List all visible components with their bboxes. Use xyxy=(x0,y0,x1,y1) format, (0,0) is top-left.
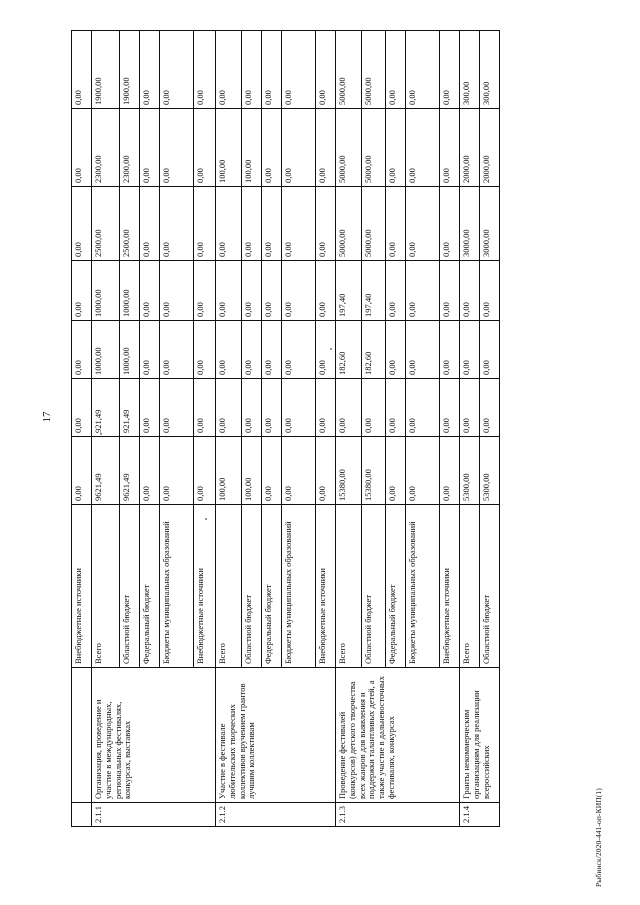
amount-cell: 5000,00 xyxy=(336,187,362,261)
funding-source-cell: Всего xyxy=(216,505,242,668)
amount-cell: 1900,00 xyxy=(120,31,140,109)
amount-cell: 0,00 xyxy=(216,261,242,321)
amount-cell: 0,00 xyxy=(194,31,216,109)
table-row xyxy=(336,31,362,827)
amount-cell: 0,00 xyxy=(262,187,282,261)
funding-source-cell: Всего xyxy=(460,505,480,668)
amount-cell: 0,00 xyxy=(282,437,316,505)
amount-cell: 1000,00 xyxy=(120,321,140,379)
amount-cell: 0,00 xyxy=(194,109,216,187)
budget-table xyxy=(71,30,500,827)
amount-cell: 0,00 xyxy=(316,109,336,187)
amount-cell: 2500,00 xyxy=(92,187,120,261)
amount-cell: 0,00 xyxy=(440,31,460,109)
amount-cell: 5300,00 xyxy=(460,437,480,505)
table-row xyxy=(72,31,92,827)
funding-source-cell: Бюджеты муниципальных образований xyxy=(282,505,316,668)
funding-source-cell: Федеральный бюджет xyxy=(262,505,282,668)
amount-cell: 0,00 xyxy=(386,109,406,187)
amount-cell: 0,00 xyxy=(480,321,500,379)
amount-cell: 0,00 xyxy=(140,109,160,187)
amount-cell: 100,00 xyxy=(242,437,262,505)
amount-cell: 0,00 xyxy=(262,261,282,321)
table-row xyxy=(92,31,120,827)
amount-cell: 0,00 xyxy=(460,321,480,379)
amount-cell: 0,00 xyxy=(386,437,406,505)
amount-cell: 0,00 xyxy=(316,321,336,379)
amount-cell: 0,00 xyxy=(282,321,316,379)
amount-cell: 0,00 xyxy=(480,261,500,321)
amount-cell: 0,00 xyxy=(140,31,160,109)
item-number-cell: 2.1.1 xyxy=(92,803,216,827)
amount-cell: 2500,00 xyxy=(120,187,140,261)
amount-cell: 0,00 xyxy=(72,437,92,505)
amount-cell: 1000,00 xyxy=(92,261,120,321)
amount-cell: 0,00 xyxy=(336,379,362,437)
amount-cell: 100,00 xyxy=(216,437,242,505)
amount-cell: 0,00 xyxy=(440,379,460,437)
amount-cell: 0,00 xyxy=(262,31,282,109)
amount-cell: 0,00 xyxy=(140,187,160,261)
funding-source-cell: Областной бюджет xyxy=(242,505,262,668)
amount-cell: 15380,00 xyxy=(362,437,386,505)
amount-cell: 0,00 xyxy=(386,31,406,109)
amount-cell: 0,00 xyxy=(386,321,406,379)
amount-cell: 1000,00 xyxy=(120,261,140,321)
amount-cell: 0,00 xyxy=(216,31,242,109)
amount-cell: 0,00 xyxy=(406,321,440,379)
amount-cell: 0,00 xyxy=(282,261,316,321)
amount-cell: 0,00 xyxy=(140,379,160,437)
amount-cell: 0,00 xyxy=(460,261,480,321)
amount-cell: 0,00 xyxy=(140,437,160,505)
amount-cell: 0,00 xyxy=(316,379,336,437)
amount-cell: 0,00 xyxy=(316,187,336,261)
item-description-cell xyxy=(72,668,92,803)
amount-cell: 5000,00 xyxy=(362,187,386,261)
amount-cell: 0,00 xyxy=(72,321,92,379)
amount-cell: 9621,49 xyxy=(92,437,120,505)
amount-cell: 0,00 xyxy=(480,379,500,437)
amount-cell: 0,00 xyxy=(282,31,316,109)
funding-source-cell: Внебюджетные источники xyxy=(316,505,336,668)
amount-cell: 0,00 xyxy=(440,109,460,187)
scan-dot xyxy=(205,518,207,520)
amount-cell: 5000,00 xyxy=(336,31,362,109)
amount-cell: 0,00 xyxy=(194,379,216,437)
amount-cell: 0,00 xyxy=(72,261,92,321)
item-number-cell: 2.1.4 xyxy=(460,803,500,827)
amount-cell: 0,00 xyxy=(72,31,92,109)
scan-dot xyxy=(100,433,102,435)
amount-cell: 0,00 xyxy=(440,261,460,321)
amount-cell: 0,00 xyxy=(160,379,194,437)
amount-cell: 0,00 xyxy=(282,379,316,437)
amount-cell: 0,00 xyxy=(440,187,460,261)
amount-cell: 2300,00 xyxy=(120,109,140,187)
amount-cell: 0,00 xyxy=(194,187,216,261)
amount-cell: 0,00 xyxy=(160,109,194,187)
amount-cell: 197,40 xyxy=(336,261,362,321)
amount-cell: 0,00 xyxy=(316,437,336,505)
amount-cell: 0,00 xyxy=(194,321,216,379)
amount-cell: 0,00 xyxy=(406,437,440,505)
amount-cell: 0,00 xyxy=(216,321,242,379)
document-code: Рыбинск/2020-441-оп-КИП(1) xyxy=(594,788,603,887)
amount-cell: 0,00 xyxy=(262,379,282,437)
item-number-cell: 2.1.2 xyxy=(216,803,336,827)
funding-source-cell: Внебюджетные источники xyxy=(194,505,216,668)
amount-cell: 0,00 xyxy=(242,261,262,321)
amount-cell: 5000,00 xyxy=(336,109,362,187)
funding-source-cell: Областной бюджет xyxy=(362,505,386,668)
amount-cell: 15380,00 xyxy=(336,437,362,505)
page-number: 17 xyxy=(41,411,53,423)
amount-cell: 0,00 xyxy=(440,321,460,379)
amount-cell: 0,00 xyxy=(160,321,194,379)
amount-cell: 0,00 xyxy=(262,321,282,379)
amount-cell: 0,00 xyxy=(406,31,440,109)
amount-cell: 9621,49 xyxy=(120,437,140,505)
amount-cell: 0,00 xyxy=(160,31,194,109)
amount-cell: 2300,00 xyxy=(92,109,120,187)
amount-cell: 5300,00 xyxy=(480,437,500,505)
funding-source-cell: Всего xyxy=(336,505,362,668)
amount-cell: 0,00 xyxy=(282,109,316,187)
amount-cell: 0,00 xyxy=(216,187,242,261)
amount-cell: 300,00 xyxy=(480,31,500,109)
amount-cell: 1000,00 xyxy=(92,321,120,379)
scan-dot xyxy=(330,348,332,350)
amount-cell: 0,00 xyxy=(194,437,216,505)
amount-cell: 0,00 xyxy=(386,261,406,321)
amount-cell: 0,00 xyxy=(242,321,262,379)
amount-cell: 2000,00 xyxy=(460,109,480,187)
amount-cell: 100,00 xyxy=(216,109,242,187)
amount-cell: 3000,00 xyxy=(460,187,480,261)
item-number-cell: 2.1.3 xyxy=(336,803,460,827)
amount-cell: 0,00 xyxy=(406,261,440,321)
funding-source-cell: Федеральный бюджет xyxy=(140,505,160,668)
amount-cell: 0,00 xyxy=(406,187,440,261)
amount-cell: 0,00 xyxy=(386,379,406,437)
funding-source-cell: Областной бюджет xyxy=(120,505,140,668)
amount-cell: 0,00 xyxy=(216,379,242,437)
amount-cell: 2000,00 xyxy=(480,109,500,187)
item-description-cell: Гранты некоммерческим организациям для реализации всероссийских xyxy=(460,668,500,803)
amount-cell: 921,49 xyxy=(120,379,140,437)
amount-cell: 0,00 xyxy=(72,379,92,437)
amount-cell: 0,00 xyxy=(160,437,194,505)
funding-source-cell: Федеральный бюджет xyxy=(386,505,406,668)
amount-cell: 0,00 xyxy=(262,437,282,505)
item-description-cell: Проведение фестивалей (конкурсов) детского творчества всех жанров для выявления и поддержки талантливых детей, а также участие в дальневосточных фестивалях, конкурсах xyxy=(336,668,460,803)
amount-cell: 0,00 xyxy=(242,31,262,109)
amount-cell: 0,00 xyxy=(140,321,160,379)
amount-cell: 0,00 xyxy=(406,379,440,437)
funding-source-cell: Всего xyxy=(92,505,120,668)
amount-cell: 0,00 xyxy=(242,187,262,261)
amount-cell: 0,00 xyxy=(316,261,336,321)
table-row xyxy=(216,31,242,827)
funding-source-cell: Внебюджетные источники xyxy=(72,505,92,668)
amount-cell: 921,49 xyxy=(92,379,120,437)
amount-cell: 0,00 xyxy=(460,379,480,437)
amount-cell: 0,00 xyxy=(282,187,316,261)
amount-cell: 5000,00 xyxy=(362,31,386,109)
amount-cell: 300,00 xyxy=(460,31,480,109)
amount-cell: 0,00 xyxy=(72,187,92,261)
amount-cell: 0,00 xyxy=(72,109,92,187)
amount-cell: 0,00 xyxy=(386,187,406,261)
amount-cell: 0,00 xyxy=(406,109,440,187)
funding-source-cell: Областной бюджет xyxy=(480,505,500,668)
amount-cell: 0,00 xyxy=(160,261,194,321)
amount-cell: 0,00 xyxy=(194,261,216,321)
funding-source-cell: Внебюджетные источники xyxy=(440,505,460,668)
amount-cell: 100,00 xyxy=(242,109,262,187)
amount-cell: 1900,00 xyxy=(92,31,120,109)
amount-cell: 0,00 xyxy=(362,379,386,437)
amount-cell: 0,00 xyxy=(440,437,460,505)
item-description-cell: Участие в фестивале любительских творческих коллективов вручением грантов лучшим коллективам xyxy=(216,668,336,803)
amount-cell: 197,40 xyxy=(362,261,386,321)
amount-cell: 5000,00 xyxy=(362,109,386,187)
item-number-cell xyxy=(72,803,92,827)
funding-source-cell: Бюджеты муниципальных образований xyxy=(406,505,440,668)
amount-cell: 0,00 xyxy=(140,261,160,321)
funding-source-cell: Бюджеты муниципальных образований xyxy=(160,505,194,668)
amount-cell: 0,00 xyxy=(262,109,282,187)
amount-cell: 3000,00 xyxy=(480,187,500,261)
amount-cell: 0,00 xyxy=(242,379,262,437)
amount-cell: 182,60 xyxy=(362,321,386,379)
amount-cell: 182,60 xyxy=(336,321,362,379)
amount-cell: 0,00 xyxy=(316,31,336,109)
amount-cell: 0,00 xyxy=(160,187,194,261)
table-row xyxy=(460,31,480,827)
item-description-cell: Организация, проведение и участие в международных, региональных фестивалях, конкурсах, выставках xyxy=(92,668,216,803)
